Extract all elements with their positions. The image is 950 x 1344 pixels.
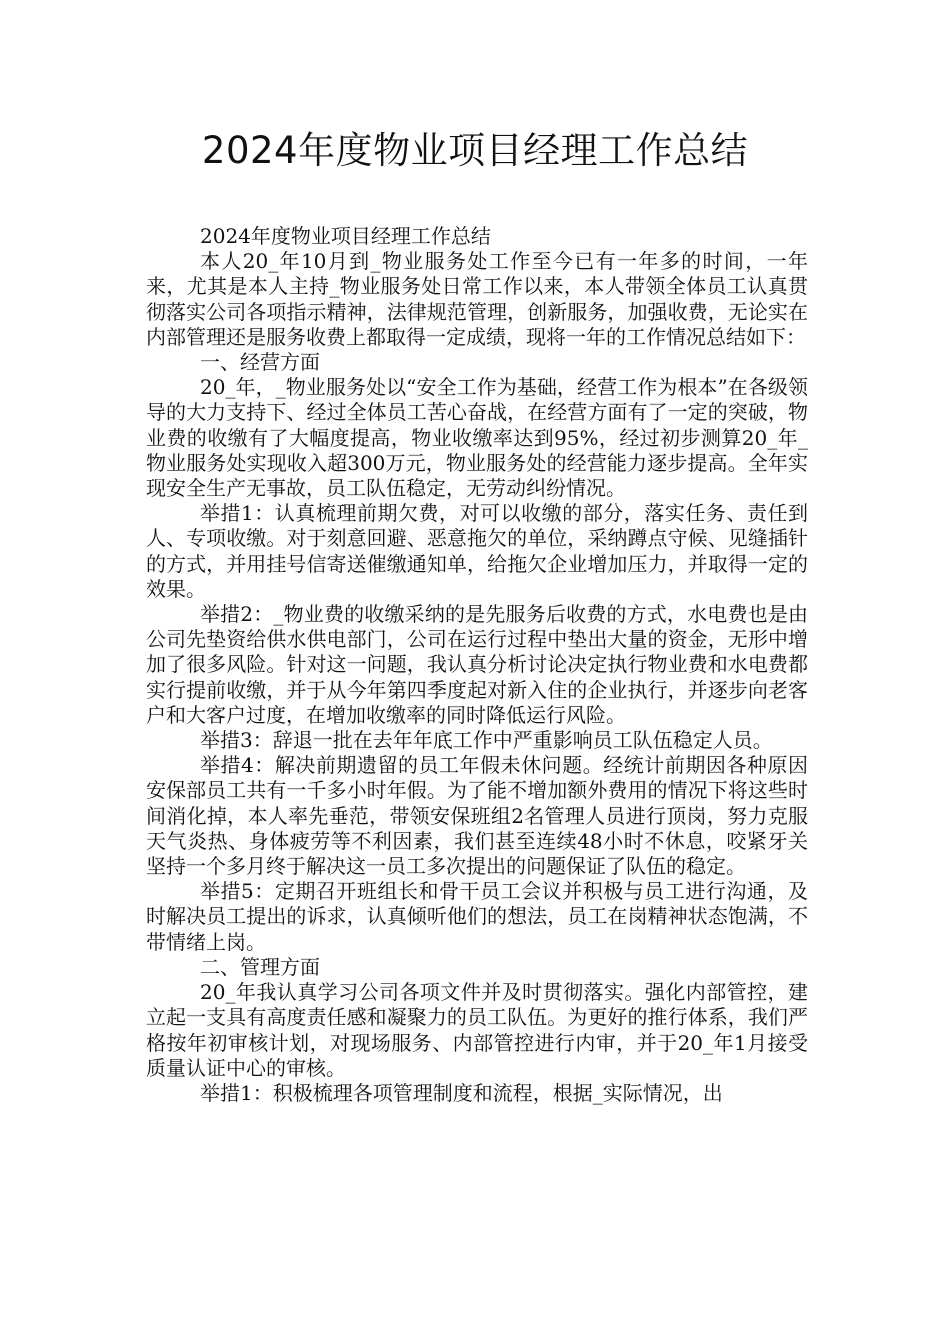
measure-4-paragraph: 举措4：解决前期遗留的员工年假未休问题。经统计前期因各种原因安保部员工共有一千多小时年假。为了能不增加额外费用的情况下将这些时间消化掉，本人率先垂范，带领安保班组2名管理人员进行顶岗，努力克服天气炎热、身体疲劳等不利因素，我们甚至连续48小时不休息，咬紧牙关坚持一个多月终于解决这一员工多次提出的问题保证了队伍的稳定。 bbox=[146, 753, 808, 879]
body-heading: 2024年度物业项目经理工作总结 bbox=[200, 224, 491, 248]
management-paragraph: 20_年我认真学习公司各项文件并及时贯彻落实。强化内部管控，建立起一支具有高度责任感和凝聚力的员工队伍。为更好的推行体系，我们严格按年初审核计划，对现场服务、内部管控进行内审，并于20_年1月接受质量认证中心的审核。 bbox=[146, 980, 808, 1080]
section-heading-operations: 一、经营方面 bbox=[200, 350, 320, 375]
operations-paragraph: 20_年，_物业服务处以“安全工作为基础，经营工作为根本”在各级领导的大力支持下、经过全体员工苦心奋战，在经营方面有了一定的突破，物业费的收缴有了大幅度提高，物业收缴率达到95%，经过初步测算20_年_物业服务处实现收入超300万元，物业服务处的经营能力逐步提高。全年实现安全生产无事故，员工队伍稳定，无劳动纠纷情况。 bbox=[146, 375, 808, 501]
measure-3-paragraph: 举措3：辞退一批在去年年底工作中严重影响员工队伍稳定人员。 bbox=[200, 728, 773, 753]
management-measure-1-paragraph: 举措1：积极梳理各项管理制度和流程，根据_实际情况，出 bbox=[200, 1080, 723, 1105]
document-body bbox=[146, 224, 808, 1106]
measure-2-paragraph: 举措2：_物业费的收缴采纳的是先服务后收费的方式，水电费也是由公司先垫资给供水供电部门，公司在运行过程中垫出大量的资金，无形中增加了很多风险。针对这一问题，我认真分析讨论决定执行物业费和水电费都实行提前收缴，并于从今年第四季度起对新入住的企业执行，并逐步向老客户和大客户过度，在增加收缴率的同时降低运行风险。 bbox=[146, 602, 808, 727]
intro-paragraph: 本人20_年10月到_物业服务处工作至今已有一年多的时间，一年来，尤其是本人主持_物业服务处日常工作以来，本人带领全体员工认真贯彻落实公司各项指示精神，法律规范管理，创新服务，加强收费，无论实在内部管理还是服务收费上都取得一定成绩，现将一年的工作情况总结如下： bbox=[146, 249, 808, 349]
section-heading-management: 二、管理方面 bbox=[200, 954, 320, 979]
measure-1-paragraph: 举措1：认真梳理前期欠费，对可以收缴的部分，落实任务、责任到人、专项收缴。对于刻意回避、恶意拖欠的单位，采纳蹲点守候、见缝插针的方式，并用挂号信寄送催缴通知单，给拖欠企业增加压力，并取得一定的效果。 bbox=[146, 501, 808, 601]
document-title: 2024年度物业项目经理工作总结 bbox=[201, 129, 749, 172]
measure-5-paragraph: 举措5：定期召开班组长和骨干员工会议并积极与员工进行沟通，及时解决员工提出的诉求，认真倾听他们的想法，员工在岗精神状态饱满，不带情绪上岗。 bbox=[146, 879, 808, 954]
